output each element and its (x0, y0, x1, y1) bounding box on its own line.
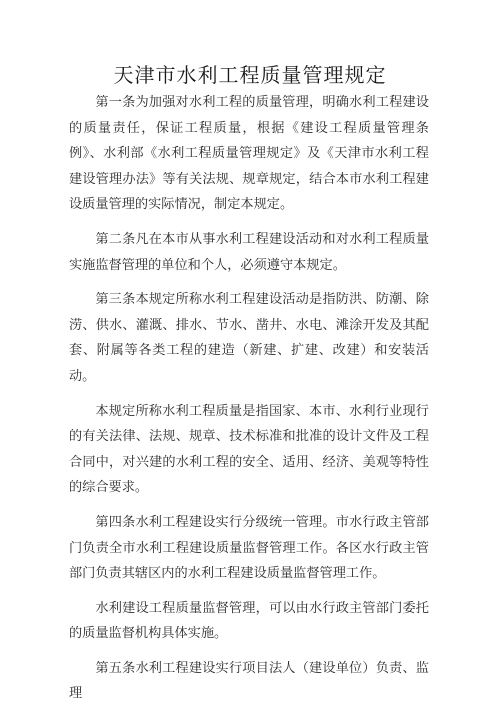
paragraph-article-1: 第一条为加强对水利工程的质量管理，明确水利工程建设的质量责任，保证工程质量，根据《建设工程质量管理条例》、水利部《水利工程质量管理规定》及《天津市水利工程建设管理办法》等有关法规、规章规定，结合本市水利工程建设质量管理的实际情况，制定本规定。 (69, 95, 429, 213)
paragraph-article-3: 第三条本规定所称水利工程建设活动是指防洪、防潮、除涝、供水、灌溉、排水、节水、凿井、水电、滩涂开发及其配套、附属等各类工程的建造（新建、扩建、改建）和安装活动。 (69, 292, 429, 384)
paragraph-supervision-entrust: 水利建设工程质量监督管理，可以由水行政主管部门委托的质量监督机构具体实施。 (69, 600, 429, 642)
paragraph-article-4: 第四条水利工程建设实行分级统一管理。市水行政主管部门负责全市水利工程建设质量监督管理工作。各区水行政主管部门负责其辖区内的水利工程建设质量监督管理工作。 (69, 514, 429, 582)
paragraph-article-2: 第二条凡在本市从事水利工程建设活动和对水利工程质量实施监督管理的单位和个人，必须遵守本规定。 (69, 231, 429, 273)
document-body (69, 90, 429, 716)
paragraph-article-5: 第五条水利工程建设实行项目法人（建设单位）负责、监理 (69, 660, 429, 702)
paragraph-quality-definition: 本规定所称水利工程质量是指国家、本市、水利行业现行的有关法律、法规、规章、技术标准和批准的设计文件及工程合同中，对兴建的水利工程的安全、适用、经济、美观等特性的综合要求。 (69, 403, 429, 496)
document-title: 天津市水利工程质量管理规定 (113, 63, 387, 87)
